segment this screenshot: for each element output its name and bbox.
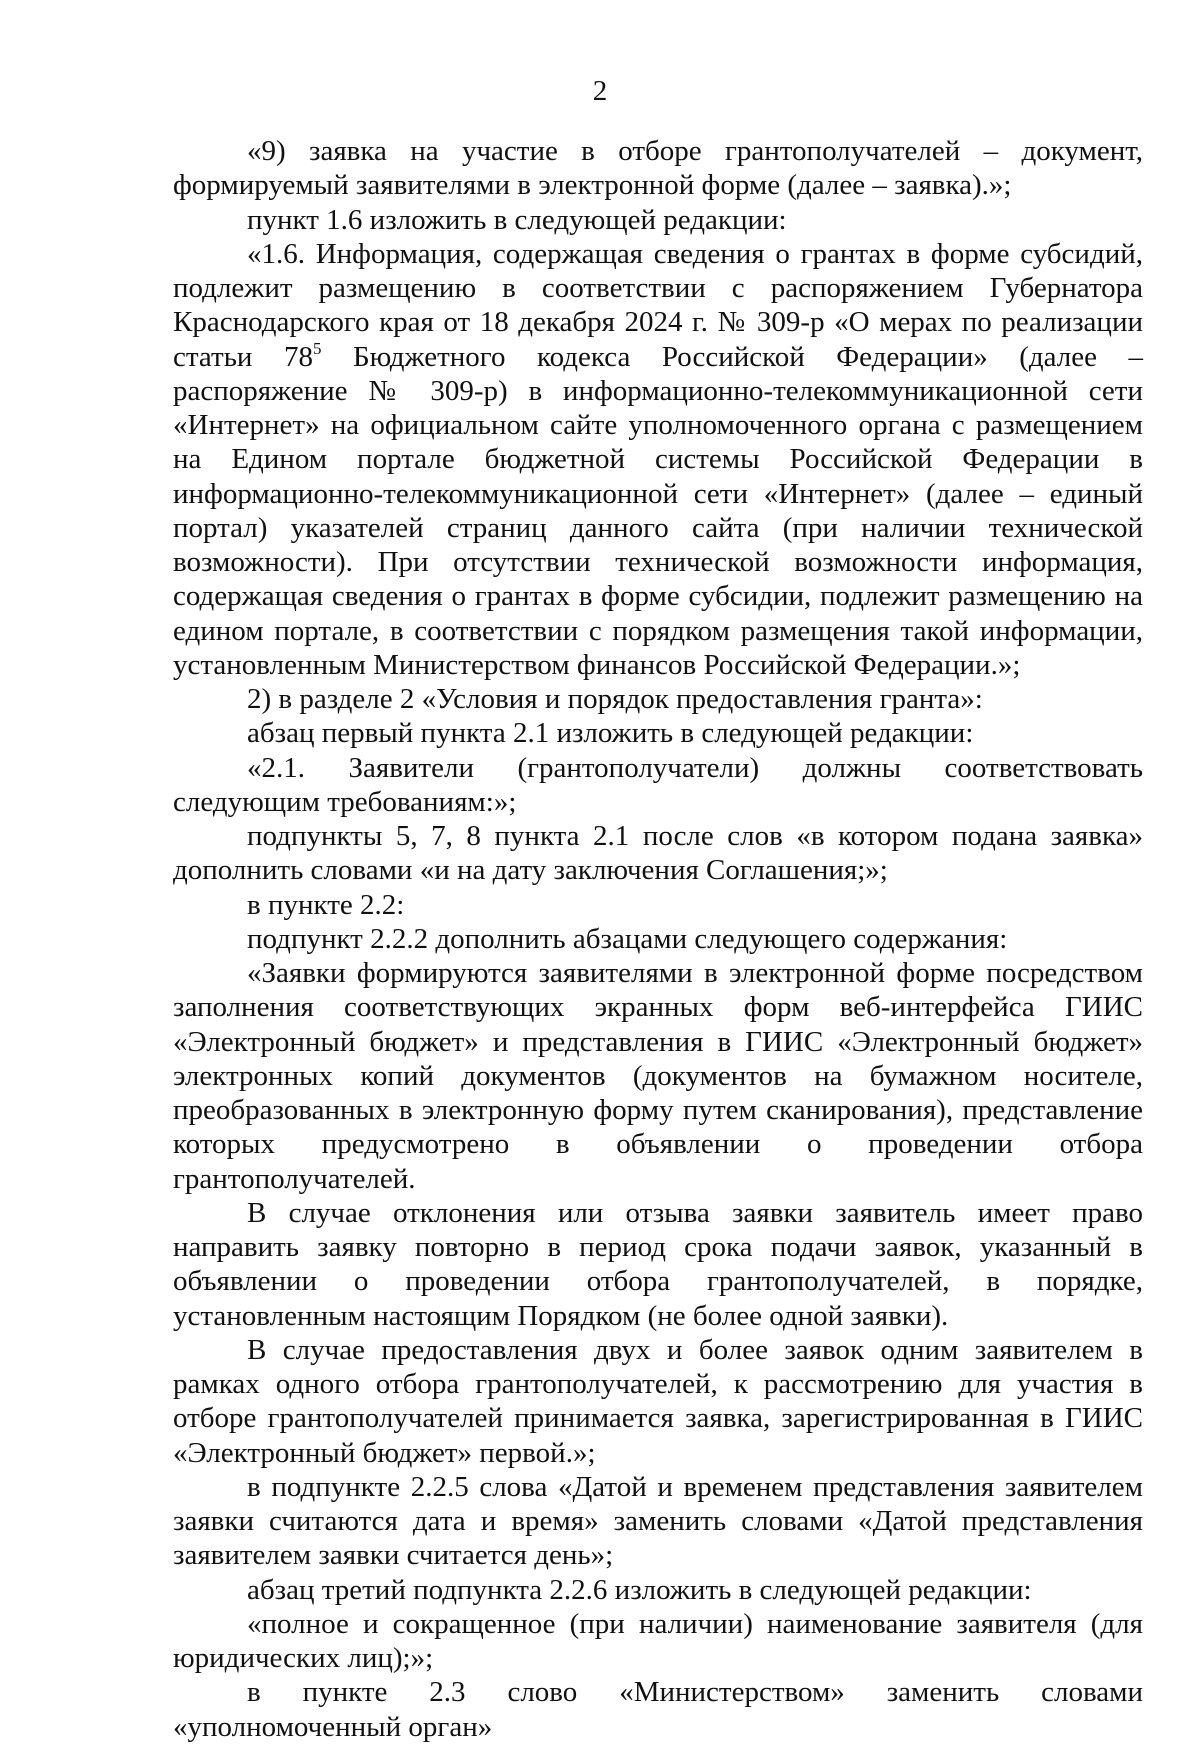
paragraph-subclause-2-2-6-intro: абзац третий подпункта 2.2.6 изложить в следующей редакции: [247,1573,1032,1606]
paragraph-applications-formation: «Заявки формируются заявителями в электронной форме посредством заполнения соответствующих экранных форм веб-интерфейса ГИИС «Электронный бюджет» и представления в ГИИС «Электронный бюджет» электронных копий документов (документов на бумажном носителе, преобразованных в электронную форму путем сканирования), представление которых предусмотрено в объявлении о проведении отбора грантополучателей. [173,957,1143,1195]
paragraph-clause-2-2-intro: в пункте 2.2: [247,888,405,921]
paragraph-clause-2-1-text: «2.1. Заявители (грантополучатели) должны соответствовать следующим требованиям:»; [173,751,1143,818]
document-body [173,134,1143,1744]
paragraph-clause-2-3: в пункте 2.3 слово «Министерством» заменить словами «уполномоченный орган» [173,1676,1143,1743]
clause-1-6-text-end: Бюджетного кодекса Российской Федерации» (далее – распоряжение № 309-р) в информационно-телекоммуникационной сети «Интернет» на официальном сайте уполномоченного органа с размещением на Едином портале бюджетной системы Российской Федерации в информационно-телекоммуникационной сети «Интернет» (далее – единый портал) указателей страниц данного сайта (при наличии технической возможности). При отсутствии технической возможности информация, содержащая сведения о грантах в форме субсидии, подлежит размещению на едином портале, в соответствии с порядком размещения такой информации, установленным Министерством финансов Российской Федерации.»; [173,340,1143,681]
paragraph-section-2-heading: 2) в разделе 2 «Условия и порядок предоставления гранта»: [247,683,983,715]
article-superscript: 5 [312,338,322,358]
paragraph-item-9-definition: «9) заявка на участие в отборе грантополучателей – документ, формируемый заявителями в электронной форме (далее – заявка).»; [173,135,1143,202]
clause-1-6-text-start: «1.6. Информация, содержащая сведения о грантах в форме субсидий, подлежит размещению в соответствии с распоряжением Губернатора Краснодарского края от 18 декабря 2024 г. № 309-р «О мерах по реализации статьи 78 [173,237,1143,373]
paragraph-application-resubmission: В случае отклонения или отзыва заявки заявитель имеет право направить заявку повторно в период срока подачи заявок, указанный в объявлении о проведении отбора грантополучателей, в порядке, установленным настоящим Порядком (не более одной заявки). [173,1196,1143,1332]
paragraph-subclause-2-2-5: в подпункте 2.2.5 слова «Датой и временем представления заявителем заявки считаются дата и время» заменить словами «Датой представления заявителем заявки считается день»; [173,1470,1143,1572]
paragraph-clause-2-1-intro: абзац первый пункта 2.1 изложить в следующей редакции: [247,717,974,750]
paragraph-clause-1-6-text [173,237,1143,682]
paragraph-subclauses-5-7-8: подпункты 5, 7, 8 пункта 2.1 после слов «в котором подана заявка» дополнить словами «и на дату заключения Соглашения;»; [173,820,1143,887]
paragraph-clause-1-6-intro: пункт 1.6 изложить в следующей редакции: [247,203,787,236]
page-number: 2 [592,75,608,107]
paragraph-multiple-applications: В случае предоставления двух и более заявок одним заявителем в рамках одного отбора грантополучателей, к рассмотрению для участия в отборе грантополучателей принимается заявка, зарегистрированная в ГИИС «Электронный бюджет» первой.»; [173,1333,1143,1469]
paragraph-subclause-2-2-6-text: «полное и сокращенное (при наличии) наименование заявителя (для юридических лиц);»; [173,1607,1143,1674]
paragraph-subclause-2-2-2-intro: подпункт 2.2.2 дополнить абзацами следующего содержания: [247,922,1008,955]
